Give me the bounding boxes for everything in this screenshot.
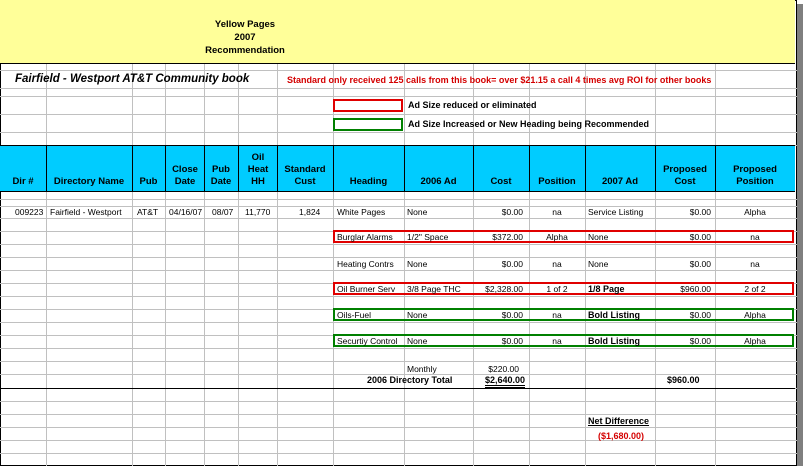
- row-position: na: [552, 310, 562, 320]
- title-line-3: Recommendation: [205, 45, 285, 56]
- row-proposed-position: Alpha: [744, 310, 766, 320]
- pub-date: 08/07: [212, 207, 234, 217]
- row-position: na: [552, 207, 562, 217]
- row-2007-ad: Bold Listing: [588, 336, 640, 346]
- col-cost: Cost: [490, 176, 512, 187]
- row-heading: Burglar Alarms: [337, 232, 393, 242]
- legend-increased-label: Ad Size Increased or New Heading being Recommended: [408, 119, 650, 129]
- row-proposed-position: 2 of 2: [744, 284, 766, 294]
- row-2006-ad: 1/2" Space: [407, 232, 449, 242]
- row-proposed-position: na: [750, 232, 760, 242]
- total-label: 2006 Directory Total: [367, 375, 453, 385]
- row-position: Alpha: [546, 232, 568, 242]
- row-heading: Heating Contrs: [337, 259, 394, 269]
- row-2006-ad: None: [407, 336, 428, 346]
- total-cost-value: $2,640.00: [485, 375, 525, 388]
- col-proposed-position: Proposed Position: [733, 164, 777, 187]
- row-cost: $0.00: [501, 207, 523, 217]
- net-difference-label: Net Difference: [588, 416, 650, 426]
- legend-reduced-swatch: [333, 99, 403, 112]
- row-2006-ad: 3/8 Page THC: [407, 284, 461, 294]
- sheet-shadow: [797, 4, 803, 466]
- row-2006-ad: None: [407, 310, 428, 320]
- directory-pub: AT&T: [137, 207, 159, 217]
- row-cost: $2,328.00: [485, 284, 523, 294]
- title-band: [0, 0, 795, 64]
- row-2007-ad: 1/8 Page: [588, 284, 625, 294]
- col-standard-cust: Standard Cust: [284, 164, 326, 187]
- col-directory-name: Directory Name: [53, 176, 125, 187]
- monthly-label: Monthly: [407, 364, 437, 374]
- row-proposed-cost: $0.00: [689, 259, 711, 269]
- net-difference-value: ($1,680.00): [598, 431, 645, 441]
- col-proposed-cost: Proposed Cost: [663, 164, 707, 187]
- column-header-row: [0, 145, 795, 192]
- legend-reduced-label: Ad Size reduced or eliminated: [408, 100, 537, 110]
- row-proposed-cost: $960.00: [680, 284, 711, 294]
- book-title: Fairfield - Westport AT&T Community book: [15, 73, 250, 85]
- row-position: 1 of 2: [546, 284, 568, 294]
- directory-name: Fairfield - Westport: [50, 207, 122, 217]
- col-pub: Pub: [139, 176, 158, 187]
- row-proposed-cost: $0.00: [689, 336, 711, 346]
- col-dir: Dir #: [12, 176, 34, 187]
- title-line-1: Yellow Pages: [214, 19, 276, 30]
- row-cost: $372.00: [492, 232, 523, 242]
- col-2006-ad: 2006 Ad: [420, 176, 457, 187]
- row-cost: $0.00: [501, 310, 523, 320]
- row-2006-ad: None: [407, 207, 428, 217]
- row-heading: Securtiy Control: [337, 336, 398, 346]
- row-2007-ad: None: [588, 259, 609, 269]
- row-2007-ad: None: [588, 232, 609, 242]
- monthly-value: $220.00: [488, 364, 519, 374]
- oil-heat-hh: 11,770: [245, 207, 271, 217]
- legend-increased-swatch: [333, 118, 403, 131]
- standard-cust: 1,824: [299, 207, 321, 217]
- row-heading: Oils-Fuel: [337, 310, 372, 320]
- row-position: na: [552, 259, 562, 269]
- col-pub-date: Pub Date: [210, 164, 232, 187]
- col-position: Position: [538, 176, 576, 187]
- total-separator: [0, 388, 795, 389]
- col-heading: Heading: [349, 176, 388, 187]
- col-close-date: Close Date: [172, 164, 198, 187]
- col-2007-ad: 2007 Ad: [601, 176, 639, 187]
- dir-number: 009223: [15, 207, 44, 217]
- row-heading: Oil Burner Serv: [337, 284, 396, 294]
- row-proposed-cost: $0.00: [689, 232, 711, 242]
- row-position: na: [552, 336, 562, 346]
- row-proposed-position: na: [750, 259, 760, 269]
- total-proposed-cost: $960.00: [667, 375, 700, 385]
- row-proposed-cost: $0.00: [689, 310, 711, 320]
- roi-note: Standard only received 125 calls from this book= over $21.15 a call 4 times avg ROI for other books: [287, 75, 712, 85]
- title-line-2: 2007: [234, 32, 256, 43]
- row-2007-ad: Service Listing: [588, 207, 644, 217]
- row-2006-ad: None: [407, 259, 428, 269]
- row-proposed-cost: $0.00: [689, 207, 711, 217]
- close-date: 04/16/07: [169, 207, 203, 217]
- row-heading: White Pages: [337, 207, 386, 217]
- row-cost: $0.00: [501, 259, 523, 269]
- row-proposed-position: Alpha: [744, 207, 766, 217]
- row-2007-ad: Bold Listing: [588, 310, 640, 320]
- row-cost: $0.00: [501, 336, 523, 346]
- row-proposed-position: Alpha: [744, 336, 766, 346]
- total-cost: [473, 375, 525, 386]
- col-oil-heat: Oil Heat HH: [247, 152, 269, 187]
